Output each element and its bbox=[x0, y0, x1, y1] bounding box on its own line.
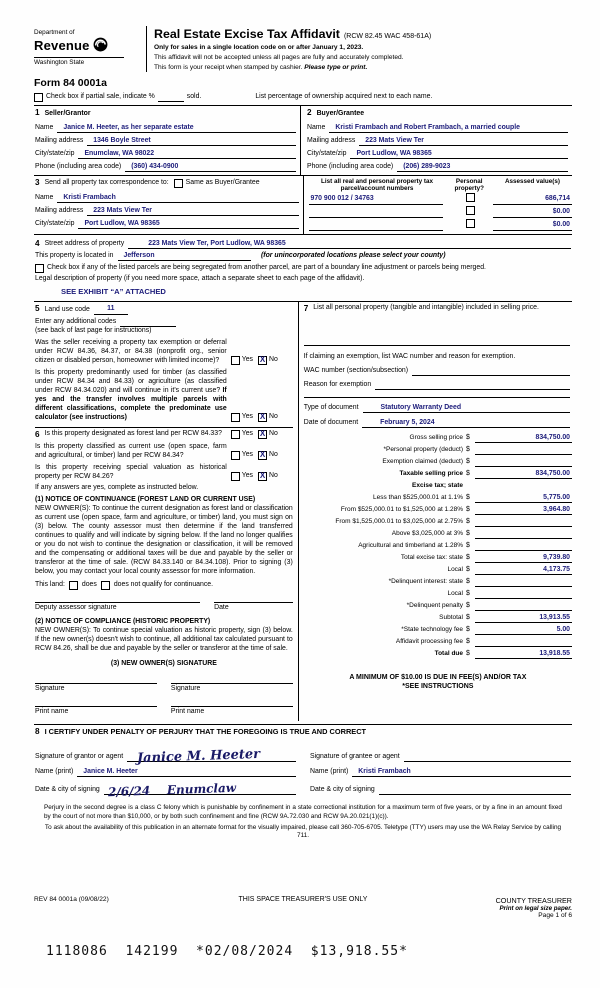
money-row bbox=[304, 467, 572, 479]
dollar-sign: $ bbox=[466, 589, 470, 597]
legal-paper-note: Print on legal size paper. bbox=[499, 905, 572, 912]
dollar-sign: $ bbox=[466, 493, 470, 501]
deputy-date-label: Date bbox=[214, 603, 229, 611]
deputy-signature-line[interactable] bbox=[35, 602, 200, 603]
historic-no-checkbox[interactable]: X bbox=[259, 471, 266, 481]
document-date-label: Date of document bbox=[303, 418, 359, 426]
section-4-number: 4 bbox=[35, 238, 40, 248]
yes-label: Yes bbox=[241, 451, 253, 459]
dollar-sign: $ bbox=[466, 565, 470, 573]
notice-compliance-body: NEW OWNER(S): To continue special valuation as historic property, sign (3) below. If the new owner(s) doesn't wish to continue, all additional tax calculated pursuant to RCW 84.26, shall be due and payable by the seller or transferor at the time of sale. bbox=[35, 626, 293, 652]
money-row-label: Affidavit processing fee bbox=[395, 638, 463, 646]
parties-section bbox=[34, 105, 572, 175]
property-location-section bbox=[34, 234, 572, 301]
owner-printname-row bbox=[35, 706, 293, 717]
dollar-sign: $ bbox=[466, 529, 470, 537]
grantee-name-print-label: Name (print) bbox=[310, 768, 349, 776]
dollar-sign: $ bbox=[466, 457, 470, 465]
buyer-name-label: Name bbox=[307, 123, 326, 131]
tier3-tax-field[interactable] bbox=[475, 518, 572, 527]
money-row-label: Total due bbox=[434, 650, 463, 658]
buyer-heading: Buyer/Grantee bbox=[316, 109, 365, 117]
dollar-sign: $ bbox=[466, 637, 470, 645]
section-2-number: 2 bbox=[307, 107, 312, 117]
seller-phone-label: Phone (including area code) bbox=[35, 162, 122, 170]
grantor-date-city-label: Date & city of signing bbox=[35, 786, 100, 794]
does-not-label: does not qualify for continuance. bbox=[113, 580, 214, 588]
buyer-citystatezip-field[interactable]: Port Ludlow, WA 98365 bbox=[350, 150, 568, 159]
correspondence-citystatezip-label: City/state/zip bbox=[35, 219, 75, 227]
owner-signature-line[interactable] bbox=[171, 683, 293, 684]
section-6-number: 6 bbox=[35, 429, 40, 439]
assessed-value-field[interactable]: $0.00 bbox=[493, 208, 572, 218]
yes-label: Yes bbox=[241, 472, 253, 480]
seller-citystatezip-label: City/state/zip bbox=[35, 149, 75, 157]
seller-mailing-field[interactable]: 1346 Boyle Street bbox=[87, 137, 296, 146]
treasurer-space-label: THIS SPACE TREASURER'S USE ONLY bbox=[238, 896, 368, 903]
note-receipt-text: This form is your receipt when stamped by cashier. bbox=[154, 63, 303, 71]
section-5-number: 5 bbox=[35, 304, 40, 314]
parcel-row bbox=[309, 192, 573, 205]
correspondence-mailing-label: Mailing address bbox=[35, 206, 84, 214]
alt-format-text: To ask about the availability of this publication in an alternate format for the visually impaired, please call 360-705-6705. Teletype (TTY) users may use the WA Relay Service by calling 711. bbox=[44, 823, 562, 840]
deputy-assessor-row bbox=[35, 602, 293, 613]
segregated-label: Check box if any of the listed parcels are being segregated from another parcel, are part of a boundary line adjustment or parcels being merged. bbox=[47, 264, 486, 272]
signature-label: Signature bbox=[170, 684, 201, 692]
deferral-yes-checkbox[interactable] bbox=[231, 356, 240, 365]
buyer-mailing-field[interactable]: 223 Mats View Ter bbox=[359, 137, 568, 146]
notice-continuance-body: NEW OWNER(S): To continue the current designation as forest land or classification as current use (open space, farm and agriculture, or timber) land, you must sign on (3) below. The county assessor must then determine if the land transferred continues to qualify and will indicate by signing below. If the land no longer qualifies or you do not wish to continue the designation or classification, it will be removed and the compensating or additional taxes will be due and payable by the seller or transferor at the time of sale. (RCW 84.33.140 or 84.34.108). Prior to signing (3) below, you may contact your local county assessor for more information. bbox=[35, 505, 293, 575]
tier4-tax-field[interactable] bbox=[475, 530, 572, 539]
section-7-number: 7 bbox=[303, 304, 309, 314]
grantor-name-field[interactable]: Janice M. Heeter bbox=[77, 768, 296, 777]
revenue-wordmark: Revenue bbox=[34, 38, 90, 54]
form-title: Real Estate Excise Tax Affidavit bbox=[154, 27, 340, 41]
street-address-label: Street address of property bbox=[44, 240, 125, 248]
parcel-number-field[interactable] bbox=[309, 217, 444, 218]
certification-section bbox=[34, 724, 572, 799]
no-label: No bbox=[268, 451, 278, 459]
footer-right-block bbox=[409, 896, 572, 919]
money-row-label: Agricultural and timberland at 1.28% bbox=[358, 542, 463, 550]
deferral-question-text: Was the seller receiving a property tax exemption or deferral under RCW 84.36, 84.37, or 84.38 (nonprofit org., senior citizen or disabled person, homeowner with limited income)? bbox=[35, 338, 227, 364]
correspondence-mailing-field[interactable]: 223 Mats View Ter bbox=[87, 207, 298, 216]
land-use-section bbox=[34, 302, 298, 720]
current-use-yes-checkbox[interactable] bbox=[231, 451, 240, 460]
money-row bbox=[304, 431, 572, 443]
buyer-citystatezip-label: City/state/zip bbox=[307, 149, 347, 157]
note-accepted: This affidavit will not be accepted unless all pages are fully and accurately completed. bbox=[154, 53, 404, 61]
assessed-value-field[interactable]: $0.00 bbox=[493, 221, 572, 231]
money-row bbox=[304, 539, 572, 551]
form-number: Form 84 0001a bbox=[34, 77, 107, 90]
partial-sale-percent-field[interactable] bbox=[158, 94, 184, 102]
delinquent-penalty-field[interactable] bbox=[475, 602, 572, 611]
parcel-number-field[interactable] bbox=[309, 230, 444, 231]
dollar-sign: $ bbox=[466, 505, 470, 513]
yes-label: Yes bbox=[241, 412, 253, 420]
parcel-table bbox=[303, 176, 573, 234]
does-not-qualify-checkbox[interactable] bbox=[101, 581, 110, 590]
note-single-location: Only for sales in a single location code on or after January 1, 2023. bbox=[154, 43, 364, 51]
land-use-code-label: Land use code bbox=[44, 305, 90, 313]
additional-codes-field[interactable] bbox=[120, 318, 176, 327]
street-address-field[interactable]: 223 Mats View Ter, Port Ludlow, WA 98365 bbox=[128, 240, 571, 249]
tier2-tax-field[interactable]: 3,964.80 bbox=[475, 506, 572, 515]
money-row bbox=[304, 455, 572, 467]
treasurer-stamp: 1118086 142199 *02/08/2024 $13,918.55* bbox=[46, 944, 408, 959]
correspondence-citystatezip-field[interactable]: Port Ludlow, WA 98365 bbox=[78, 220, 298, 229]
current-use-question bbox=[35, 443, 293, 461]
no-label: No bbox=[268, 430, 278, 438]
grantor-name-print-label: Name (print) bbox=[35, 768, 74, 776]
same-as-buyer-checkbox[interactable] bbox=[174, 179, 183, 188]
seller-name-field[interactable]: Janice M. Heeter, as her separate estate bbox=[57, 124, 296, 133]
new-owners-signature-title: (3) NEW OWNER(S) SIGNATURE bbox=[110, 659, 217, 667]
owner-printname-line[interactable] bbox=[171, 706, 293, 707]
minimum-due-note: A MINIMUM OF $10.00 IS DUE IN FEE(S) AND/OR TAX bbox=[349, 673, 527, 681]
affidavit-processing-fee-field[interactable] bbox=[475, 638, 572, 647]
agricultural-tax-field[interactable] bbox=[475, 542, 572, 551]
deputy-date-line[interactable] bbox=[214, 602, 293, 603]
money-row bbox=[304, 515, 572, 527]
gross-selling-price-field[interactable]: 834,750.00 bbox=[475, 434, 572, 443]
historic-yes-checkbox[interactable] bbox=[231, 472, 240, 481]
unincorporated-note: (for unincorporated locations please select your county) bbox=[260, 252, 446, 260]
dollar-sign: $ bbox=[466, 553, 470, 561]
wac-number-label: WAC number (section/subsection) bbox=[303, 366, 409, 374]
forest-yes-checkbox[interactable] bbox=[231, 430, 240, 439]
money-row-label: Above $3,025,000 at 3% bbox=[391, 530, 463, 538]
seller-name-label: Name bbox=[35, 123, 54, 131]
historic-question bbox=[35, 464, 293, 482]
parcel-row bbox=[309, 218, 573, 231]
personal-property-deduct-field[interactable] bbox=[475, 446, 572, 455]
this-land-label: This land: bbox=[35, 580, 65, 588]
correspondence-name-field[interactable]: Kristi Frambach bbox=[57, 194, 298, 203]
dollar-sign: $ bbox=[466, 625, 470, 633]
money-row bbox=[304, 635, 572, 647]
money-row bbox=[304, 491, 572, 503]
section-1-number: 1 bbox=[35, 107, 40, 117]
timber-question-text: Is this property predominantly used for timber (as classified under RCW 84.34 and 84.33) or agriculture (as classified under RCW 84.34.020) and will continue in it's current use? bbox=[35, 368, 227, 394]
dor-logo-block bbox=[34, 26, 146, 72]
money-row-label: *State technology fee bbox=[401, 626, 463, 634]
grantor-signature-field[interactable] bbox=[127, 746, 296, 766]
partial-sale-checkbox[interactable] bbox=[34, 93, 43, 102]
note-receipt bbox=[154, 64, 572, 73]
money-row bbox=[304, 575, 572, 587]
seller-phone-field[interactable]: (360) 434-0900 bbox=[125, 163, 296, 172]
buyer-section bbox=[300, 106, 572, 175]
money-row-label: Total excise tax: state bbox=[400, 554, 463, 562]
seller-section bbox=[34, 106, 300, 175]
money-row-label: *Personal property (deduct) bbox=[383, 446, 463, 454]
money-row bbox=[304, 611, 572, 623]
money-row-label: Less than $525,000.01 at 1.1% bbox=[373, 494, 463, 502]
located-in-label: This property is located in bbox=[35, 252, 114, 260]
affidavit-form bbox=[34, 26, 572, 841]
correspondence-label: Send all property tax correspondence to: bbox=[44, 178, 169, 186]
dollar-sign: $ bbox=[466, 649, 470, 657]
personal-property-checkbox[interactable] bbox=[466, 219, 475, 228]
deferral-question bbox=[35, 339, 293, 366]
excise-tax-header-row bbox=[304, 479, 572, 491]
money-row-label: Local bbox=[447, 590, 463, 598]
money-row-label: From $525,000.01 to $1,525,000 at 1.28% bbox=[340, 506, 463, 514]
dollar-sign: $ bbox=[466, 613, 470, 621]
grantee-name-field[interactable]: Kristi Frambach bbox=[352, 768, 571, 777]
dollar-sign: $ bbox=[466, 445, 470, 453]
notice-continuance-title: (1) NOTICE OF CONTINUANCE (FOREST LAND OR CURRENT USE) bbox=[35, 496, 256, 504]
print-name-label: Print name bbox=[35, 707, 69, 715]
grantor-date-city-handwriting: 2/6/24 Enumclaw bbox=[107, 780, 237, 799]
title-block bbox=[146, 26, 572, 72]
deputy-signature-label: Deputy assessor signature bbox=[35, 603, 117, 611]
same-as-buyer-label: Same as Buyer/Grantee bbox=[185, 178, 260, 186]
total-due-field[interactable]: 13,918.55 bbox=[475, 650, 572, 659]
parcel-number-field[interactable]: 970 900 012 / 34763 bbox=[309, 195, 444, 205]
subtotal-field[interactable]: 13,913.55 bbox=[475, 614, 572, 623]
buyer-phone-label: Phone (including area code) bbox=[307, 162, 394, 170]
taxable-selling-price-field[interactable]: 834,750.00 bbox=[475, 470, 572, 479]
no-label: No bbox=[268, 472, 278, 480]
delinquent-interest-state-field[interactable] bbox=[475, 578, 572, 587]
no-label: No bbox=[268, 412, 278, 420]
current-use-question-text: Is this property classified as current use (open space, farm and agricultural, or timber) land per RCW 84.34? bbox=[35, 443, 227, 460]
correspondence-and-parcels bbox=[34, 175, 572, 234]
instructions-note: (see back of last page for instructions) bbox=[35, 326, 152, 334]
legal-description-label: Legal description of property (if you need more space, attach a separate sheet to each page of the affidavit). bbox=[35, 275, 365, 283]
grantor-date-city-field[interactable] bbox=[104, 780, 296, 799]
total-excise-state-field[interactable]: 9,739.80 bbox=[475, 554, 572, 563]
section-divider bbox=[35, 427, 293, 428]
notice-compliance-title: (2) NOTICE OF COMPLIANCE (HISTORIC PROPERTY) bbox=[35, 617, 211, 625]
deferral-no-checkbox[interactable]: X bbox=[259, 354, 266, 364]
money-row bbox=[304, 623, 572, 635]
excise-tax-state-label: Excise tax; state bbox=[412, 482, 463, 490]
money-row bbox=[304, 599, 572, 611]
forest-land-question bbox=[35, 430, 293, 441]
form-title-rcw: (RCW 82.45 WAC 458-61A) bbox=[343, 33, 432, 40]
does-qualify-checkbox[interactable] bbox=[69, 581, 78, 590]
partial-sale-sold-label: sold. bbox=[186, 92, 202, 100]
partial-sale-label: Check box if partial sale, indicate % bbox=[46, 92, 155, 100]
print-name-label: Print name bbox=[170, 707, 205, 715]
money-row-label: Local bbox=[447, 566, 463, 574]
continuance-qualify-row bbox=[35, 581, 293, 590]
dollar-sign: $ bbox=[466, 601, 470, 609]
money-row bbox=[304, 563, 572, 575]
money-row-label: Taxable selling price bbox=[399, 470, 463, 478]
washington-state-label: Washington State bbox=[34, 57, 124, 67]
signature-label: Signature bbox=[35, 684, 65, 692]
assessed-value-header: Assessed value(s) bbox=[504, 177, 560, 185]
correspondence-section bbox=[34, 176, 303, 234]
page-number: Page 1 of 6 bbox=[538, 912, 572, 919]
timber-question bbox=[35, 369, 293, 423]
county-treasurer-label: COUNTY TREASURER bbox=[495, 896, 572, 905]
buyer-phone-field[interactable]: (206) 289-9023 bbox=[397, 163, 568, 172]
wac-number-field[interactable] bbox=[412, 367, 570, 376]
additional-codes-label: Enter any additional codes bbox=[35, 317, 117, 325]
owner-signature-line[interactable] bbox=[35, 683, 157, 684]
land-use-code-field[interactable]: 11 bbox=[94, 305, 128, 315]
money-row bbox=[304, 503, 572, 515]
document-type-label: Type of document bbox=[303, 403, 359, 411]
if-yes-note: If any answers are yes, complete as instructed below. bbox=[35, 484, 199, 492]
personal-property-list-label: List all personal property (tangible and intangible) included in selling price. bbox=[313, 304, 539, 312]
dept-of-label: Department of bbox=[34, 29, 75, 36]
correspondence-name-label: Name bbox=[35, 193, 54, 201]
rev-number: REV 84 0001a (09/08/22) bbox=[34, 896, 109, 903]
selling-price-section bbox=[298, 302, 572, 720]
certification-title: I CERTIFY UNDER PENALTY OF PERJURY THAT THE FOREGOING IS TRUE AND CORRECT bbox=[44, 726, 367, 736]
revenue-logo-icon bbox=[93, 37, 108, 56]
current-use-no-checkbox[interactable]: X bbox=[259, 450, 266, 460]
forest-no-checkbox[interactable]: X bbox=[259, 429, 266, 439]
perjury-notice bbox=[34, 804, 572, 840]
section-3-number: 3 bbox=[35, 177, 40, 187]
money-row-label: Exemption claimed (deduct) bbox=[382, 458, 463, 466]
dollar-sign: $ bbox=[466, 433, 470, 441]
money-row bbox=[304, 647, 572, 659]
money-row-label: *Delinquent penalty bbox=[406, 602, 463, 610]
owner-signature-row bbox=[35, 683, 293, 694]
county-field[interactable]: Jefferson bbox=[118, 252, 251, 261]
buyer-name-field[interactable]: Kristi Frambach and Robert Frambach, a married couple bbox=[329, 124, 568, 133]
yes-label: Yes bbox=[241, 355, 253, 363]
seller-mailing-label: Mailing address bbox=[35, 136, 84, 144]
ownership-percentage-note: List percentage of ownership acquired next to each name. bbox=[255, 92, 433, 100]
see-instructions-note: *SEE INSTRUCTIONS bbox=[402, 682, 474, 690]
reason-exemption-field[interactable] bbox=[375, 381, 570, 390]
historic-question-text: Is this property receiving special valuation as historical property per RCW 84.26? bbox=[35, 464, 227, 481]
owner-printname-line[interactable] bbox=[35, 706, 157, 707]
partial-sale-row bbox=[34, 93, 572, 102]
dollar-sign: $ bbox=[466, 577, 470, 585]
delinquent-interest-local-field[interactable] bbox=[475, 590, 572, 599]
state-technology-fee-field[interactable]: 5.00 bbox=[475, 626, 572, 635]
no-label: No bbox=[268, 355, 278, 363]
money-row bbox=[304, 587, 572, 599]
personal-property-checkbox[interactable] bbox=[466, 193, 475, 202]
grantor-signature-label: Signature of grantor or agent bbox=[35, 753, 124, 761]
parcel-table-header bbox=[309, 178, 573, 192]
legal-description-field[interactable]: SEE EXHIBIT “A” ATTACHED bbox=[61, 287, 166, 297]
grantee-signature-label: Signature of grantee or agent bbox=[310, 753, 400, 761]
grantee-signature-field[interactable] bbox=[404, 753, 571, 762]
grantee-date-city-label: Date & city of signing bbox=[310, 786, 375, 794]
document-date-field[interactable]: February 5, 2024 bbox=[362, 419, 570, 428]
reason-exemption-label: Reason for exemption bbox=[303, 380, 372, 388]
does-label: does bbox=[81, 580, 97, 588]
perjury-text: Perjury in the second degree is a class C felony which is punishable by confinement in a state correctional institution for a maximum term of five years, or by a fine in an amount fixed by the court of not more than $10,000, or by both such confinement and fine (RCW 9A.72.030 and RCW 9A.20.021(1)(c)). bbox=[44, 804, 562, 820]
money-row bbox=[304, 551, 572, 563]
dollar-sign: $ bbox=[466, 469, 470, 477]
personal-property-list-field[interactable] bbox=[304, 315, 570, 346]
money-row bbox=[304, 527, 572, 539]
parcel-row bbox=[309, 205, 573, 218]
buyer-mailing-label: Mailing address bbox=[307, 136, 356, 144]
page-footer bbox=[34, 896, 572, 919]
personal-property-checkbox[interactable] bbox=[466, 206, 475, 215]
document-type-field[interactable]: Statutory Warranty Deed bbox=[363, 404, 570, 413]
exemption-note: If claiming an exemption, list WAC number and reason for exemption. bbox=[303, 352, 516, 360]
money-row-label: Gross selling price bbox=[409, 434, 463, 442]
timber-no-checkbox[interactable]: X bbox=[259, 411, 266, 421]
total-excise-local-field[interactable]: 4,173.75 bbox=[475, 566, 572, 575]
money-row-label: Subtotal bbox=[439, 614, 463, 622]
note-type-or-print: Please type or print. bbox=[304, 63, 368, 71]
form-header bbox=[34, 26, 572, 72]
money-row-label: From $1,525,000.01 to $3,025,000 at 2.75% bbox=[335, 518, 463, 526]
assessed-value-field[interactable]: 686,714 bbox=[493, 195, 572, 205]
money-row bbox=[304, 443, 572, 455]
seller-citystatezip-field[interactable]: Enumclaw, WA 98022 bbox=[78, 150, 296, 159]
seller-heading: Seller/Grantor bbox=[44, 109, 91, 117]
parcel-number-header: List all real and personal property tax parcel/account numbers bbox=[321, 177, 433, 193]
money-row-label: *Delinquent interest: state bbox=[388, 578, 463, 586]
segregated-checkbox[interactable] bbox=[35, 264, 44, 273]
section-8-number: 8 bbox=[35, 726, 40, 736]
personal-property-header: Personal property? bbox=[454, 177, 484, 193]
dollar-sign: $ bbox=[466, 517, 470, 525]
tier1-tax-field[interactable]: 5,775.00 bbox=[475, 494, 572, 503]
exemption-claimed-field[interactable] bbox=[475, 458, 572, 467]
timber-yes-checkbox[interactable] bbox=[231, 413, 240, 422]
grantee-date-city-field[interactable] bbox=[379, 786, 571, 795]
grantor-signature: Janice M. Heeter bbox=[136, 746, 261, 766]
middle-sections bbox=[34, 301, 572, 720]
dollar-sign: $ bbox=[466, 541, 470, 549]
yes-label: Yes bbox=[241, 430, 253, 438]
forest-land-question-text: Is this property designated as forest land per RCW 84.33? bbox=[44, 429, 222, 437]
timber-question-bold-text: If yes and the transfer involves multiple parcels with different classifications, complete the predominate use calculator (see instructions) bbox=[35, 386, 227, 421]
